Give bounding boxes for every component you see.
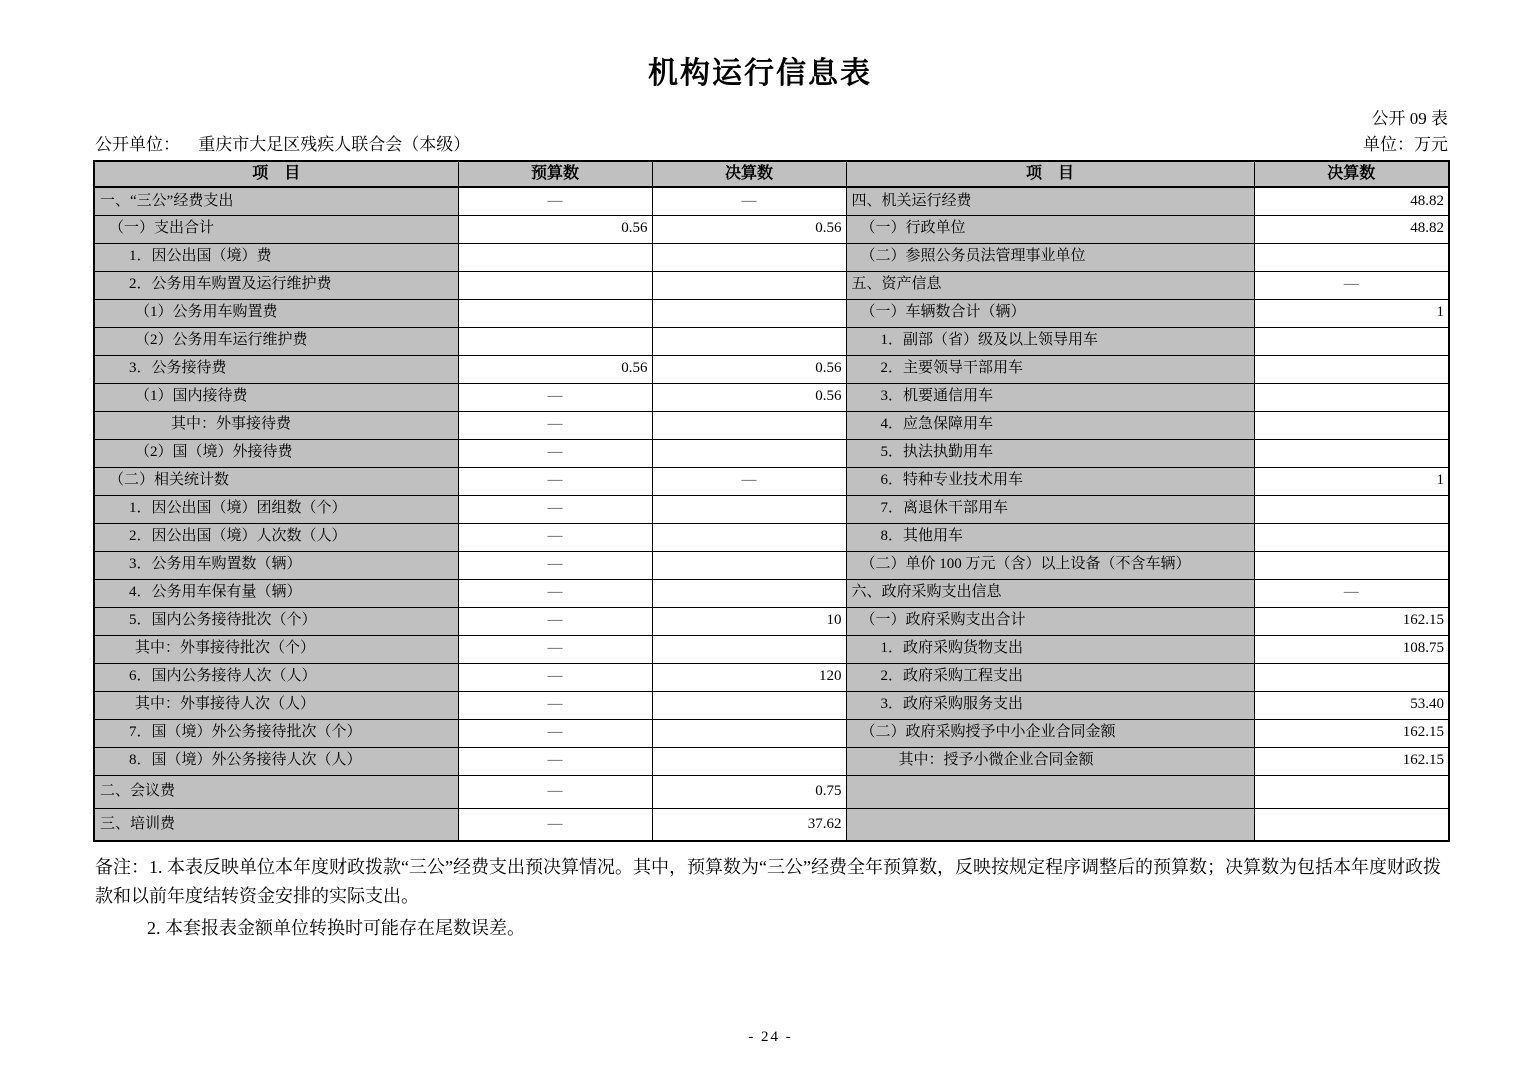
table-row xyxy=(94,215,1449,243)
final-value-right xyxy=(1254,383,1449,411)
final-value-left: 0.56 xyxy=(652,215,846,243)
form-number: 公开 09 表 xyxy=(1371,109,1448,128)
budget-value: — xyxy=(458,439,652,467)
item-label-right: 3．机要通信用车 xyxy=(846,383,1254,411)
final-value-left: — xyxy=(652,187,846,215)
table-row xyxy=(94,383,1449,411)
table-row xyxy=(94,467,1449,495)
item-label-right xyxy=(846,808,1254,841)
final-value-right xyxy=(1254,495,1449,523)
budget-value: — xyxy=(458,635,652,663)
item-label-left: 4．公务用车保有量（辆） xyxy=(94,579,458,607)
final-value-left: 0.75 xyxy=(652,775,846,808)
final-value-left xyxy=(652,635,846,663)
item-label-left: （二）相关统计数 xyxy=(94,467,458,495)
budget-value: 0.56 xyxy=(458,215,652,243)
table-row xyxy=(94,551,1449,579)
item-label-right: 1．政府采购货物支出 xyxy=(846,635,1254,663)
item-label-left: （1）国内接待费 xyxy=(94,383,458,411)
budget-value xyxy=(458,299,652,327)
final-value-right: 48.82 xyxy=(1254,215,1449,243)
item-label-left: 一、“三公”经费支出 xyxy=(94,187,458,215)
table-row xyxy=(94,355,1449,383)
final-value-right xyxy=(1254,355,1449,383)
col-header-item-right: 项 目 xyxy=(846,161,1254,187)
final-value-right: — xyxy=(1254,271,1449,299)
budget-value: — xyxy=(458,467,652,495)
final-value-right xyxy=(1254,663,1449,691)
final-value-left: 0.56 xyxy=(652,355,846,383)
item-label-left: 其中：外事接待人次（人） xyxy=(94,691,458,719)
item-label-left: 7．国（境）外公务接待批次（个） xyxy=(94,719,458,747)
budget-value: — xyxy=(458,747,652,775)
table-header-row xyxy=(94,161,1449,187)
item-label-left: 其中：外事接待费 xyxy=(94,411,458,439)
item-label-right xyxy=(846,775,1254,808)
table-row xyxy=(94,808,1449,841)
table-row xyxy=(94,495,1449,523)
col-header-final-left: 决算数 xyxy=(652,161,846,187)
item-label-left: 2．因公出国（境）人次数（人） xyxy=(94,523,458,551)
final-value-right xyxy=(1254,551,1449,579)
item-label-left: 三、培训费 xyxy=(94,808,458,841)
final-value-left xyxy=(652,327,846,355)
table-body xyxy=(94,187,1449,841)
table-row xyxy=(94,775,1449,808)
final-value-left: 0.56 xyxy=(652,383,846,411)
currency-unit: 单位：万元 xyxy=(1363,135,1448,154)
final-value-left xyxy=(652,579,846,607)
final-value-left xyxy=(652,271,846,299)
table-row xyxy=(94,411,1449,439)
final-value-right xyxy=(1254,439,1449,467)
final-value-left xyxy=(652,719,846,747)
item-label-right: 4．应急保障用车 xyxy=(846,411,1254,439)
final-value-left: 10 xyxy=(652,607,846,635)
final-value-right: 162.15 xyxy=(1254,747,1449,775)
page-number: - 24 - xyxy=(748,1029,793,1045)
final-value-right xyxy=(1254,523,1449,551)
final-value-right: 1 xyxy=(1254,467,1449,495)
final-value-left: 120 xyxy=(652,663,846,691)
budget-value: — xyxy=(458,551,652,579)
budget-value: — xyxy=(458,691,652,719)
budget-value: — xyxy=(458,663,652,691)
budget-value: — xyxy=(458,523,652,551)
final-value-right: 53.40 xyxy=(1254,691,1449,719)
final-value-left xyxy=(652,691,846,719)
final-value-left xyxy=(652,551,846,579)
final-value-right: 48.82 xyxy=(1254,187,1449,215)
budget-value: — xyxy=(458,607,652,635)
table-row xyxy=(94,747,1449,775)
item-label-right: （二）参照公务员法管理事业单位 xyxy=(846,243,1254,271)
item-label-right: 1．副部（省）级及以上领导用车 xyxy=(846,327,1254,355)
disclosure-unit-line xyxy=(95,130,470,155)
budget-value: — xyxy=(458,495,652,523)
table-row xyxy=(94,663,1449,691)
item-label-right: 2．主要领导干部用车 xyxy=(846,355,1254,383)
final-value-left xyxy=(652,299,846,327)
col-header-final-right: 决算数 xyxy=(1254,161,1449,187)
item-label-right: （二）单价 100 万元（含）以上设备（不含车辆） xyxy=(846,551,1254,579)
item-label-left: 3．公务接待费 xyxy=(94,355,458,383)
final-value-left: — xyxy=(652,467,846,495)
item-label-left: 二、会议费 xyxy=(94,775,458,808)
item-label-right: （二）政府采购授予中小企业合同金额 xyxy=(846,719,1254,747)
col-header-item-left: 项 目 xyxy=(94,161,458,187)
item-label-right: 5．执法执勤用车 xyxy=(846,439,1254,467)
table-row xyxy=(94,691,1449,719)
item-label-right: 四、机关运行经费 xyxy=(846,187,1254,215)
final-value-right xyxy=(1254,775,1449,808)
item-label-left: （一）支出合计 xyxy=(94,215,458,243)
final-value-right: 1 xyxy=(1254,299,1449,327)
final-value-left xyxy=(652,243,846,271)
table-row xyxy=(94,271,1449,299)
table-row xyxy=(94,243,1449,271)
table-row xyxy=(94,187,1449,215)
final-value-left xyxy=(652,411,846,439)
notes-block xyxy=(95,853,1448,943)
final-value-right: 162.15 xyxy=(1254,607,1449,635)
table-row xyxy=(94,607,1449,635)
budget-value: — xyxy=(458,411,652,439)
item-label-right: 六、政府采购支出信息 xyxy=(846,579,1254,607)
table-row xyxy=(94,439,1449,467)
item-label-right: 2．政府采购工程支出 xyxy=(846,663,1254,691)
final-value-left xyxy=(652,523,846,551)
item-label-right: （一）车辆数合计（辆） xyxy=(846,299,1254,327)
item-label-left: （1）公务用车购置费 xyxy=(94,299,458,327)
item-label-left: （2）公务用车运行维护费 xyxy=(94,327,458,355)
final-value-left xyxy=(652,495,846,523)
item-label-right: 7．离退休干部用车 xyxy=(846,495,1254,523)
final-value-right: 108.75 xyxy=(1254,635,1449,663)
item-label-right: 6．特种专业技术用车 xyxy=(846,467,1254,495)
item-label-right: （一）行政单位 xyxy=(846,215,1254,243)
item-label-left: 3．公务用车购置数（辆） xyxy=(94,551,458,579)
item-label-left: 2．公务用车购置及运行维护费 xyxy=(94,271,458,299)
meta-row xyxy=(95,130,1448,155)
budget-value: 0.56 xyxy=(458,355,652,383)
item-label-left: 1．因公出国（境）费 xyxy=(94,243,458,271)
final-value-left: 37.62 xyxy=(652,808,846,841)
item-label-left: 1．因公出国（境）团组数（个） xyxy=(94,495,458,523)
budget-value xyxy=(458,243,652,271)
budget-value xyxy=(458,271,652,299)
table-row xyxy=(94,299,1449,327)
page-title: 机构运行信息表 xyxy=(648,57,872,90)
budget-value: — xyxy=(458,719,652,747)
item-label-left: 5．国内公务接待批次（个） xyxy=(94,607,458,635)
final-value-right xyxy=(1254,243,1449,271)
final-value-right xyxy=(1254,411,1449,439)
item-label-left: （2）国（境）外接待费 xyxy=(94,439,458,467)
budget-value: — xyxy=(458,383,652,411)
budget-value: — xyxy=(458,808,652,841)
item-label-right: （一）政府采购支出合计 xyxy=(846,607,1254,635)
item-label-right: 其中：授予小微企业合同金额 xyxy=(846,747,1254,775)
item-label-right: 8．其他用车 xyxy=(846,523,1254,551)
item-label-right: 五、资产信息 xyxy=(846,271,1254,299)
final-value-right xyxy=(1254,808,1449,841)
final-value-right xyxy=(1254,327,1449,355)
budget-value: — xyxy=(458,579,652,607)
note-1: 备注：1. 本表反映单位本年度财政拨款“三公”经费支出预决算情况。其中，预算数为“三公”经费全年预算数，反映按规定程序调整后的预算数；决算数为包括本年度财政拨款和以前年度结转资金安排的实际支出。 xyxy=(95,857,1441,906)
col-header-budget: 预算数 xyxy=(458,161,652,187)
final-value-right: — xyxy=(1254,579,1449,607)
item-label-left: 6．国内公务接待人次（人） xyxy=(94,663,458,691)
budget-value: — xyxy=(458,775,652,808)
table-row xyxy=(94,523,1449,551)
note-2: 2. 本套报表金额单位转换时可能存在尾数误差。 xyxy=(147,918,525,938)
table-row xyxy=(94,327,1449,355)
final-value-right: 162.15 xyxy=(1254,719,1449,747)
table-row xyxy=(94,719,1449,747)
disclosure-unit-name: 重庆市大足区残疾人联合会（本级） xyxy=(198,135,471,154)
budget-value: — xyxy=(458,187,652,215)
table-row xyxy=(94,635,1449,663)
table-row xyxy=(94,579,1449,607)
final-value-left xyxy=(652,439,846,467)
item-label-left: 8．国（境）外公务接待人次（人） xyxy=(94,747,458,775)
item-label-left: 其中：外事接待批次（个） xyxy=(94,635,458,663)
disclosure-unit-label: 公开单位： xyxy=(95,135,180,154)
budget-value xyxy=(458,327,652,355)
item-label-right: 3．政府采购服务支出 xyxy=(846,691,1254,719)
final-value-left xyxy=(652,747,846,775)
operation-info-table xyxy=(93,160,1450,842)
